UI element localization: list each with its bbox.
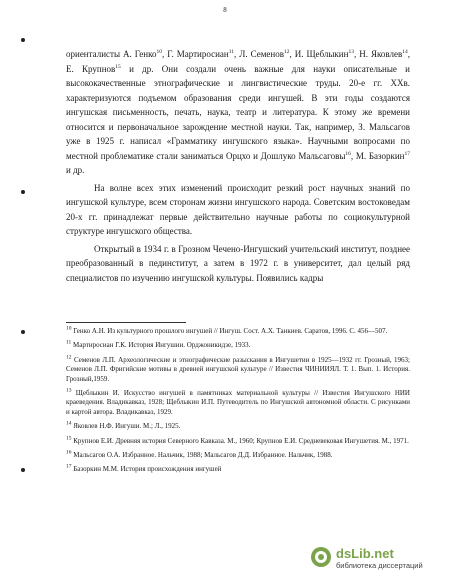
footnote-number: 11 bbox=[66, 340, 72, 347]
footnote-number: 12 bbox=[66, 354, 72, 361]
footnote-item bbox=[66, 341, 410, 350]
footnote-text: Щеблыкин И. Искусство ингушей в памятниках материальной культуры // Известия Ингушского НИИ краеведения. Владикавказ, 1928; Щеблыкин И.П. Путеводитель по Ингушской автономной области. С рисунками и картой автора. Владикавказ, 1929. bbox=[66, 389, 410, 416]
footnote-text: Генко А.Н. Из культурного прошлого ингушей // Ингуш. Сост. А.Х. Танкиев. Саратов, 1996. С. 456—507. bbox=[71, 327, 388, 335]
watermark-site-name: dsLib.net bbox=[336, 546, 394, 561]
footnote-item bbox=[66, 389, 410, 417]
paragraph-1 bbox=[66, 47, 410, 178]
footnote-item bbox=[66, 451, 410, 460]
text-run: , Н. Яковлев bbox=[353, 49, 403, 59]
page-number: 8 bbox=[223, 6, 227, 14]
text-run: , Л. Семенов bbox=[234, 49, 284, 59]
footnote-number: 17 bbox=[66, 464, 72, 471]
footnote-ref-10[interactable]: 10 bbox=[156, 49, 163, 55]
footnote-text: Базоркин М.М. История происхождения ингушей bbox=[71, 465, 222, 474]
footnote-ref-15[interactable]: 15 bbox=[115, 63, 121, 70]
footnote-ref-13[interactable]: 13 bbox=[348, 49, 354, 55]
dslib-logo-icon bbox=[310, 546, 332, 568]
footnote-text: Мальсагов О.А. Избранное. Нальчик, 1988; Мальсагов Д.Д. Избранное. Нальчик, 1988. bbox=[71, 451, 333, 460]
footnote-number: 10 bbox=[66, 325, 72, 332]
footnote-item bbox=[66, 327, 410, 336]
text-run: , М. Базоркин bbox=[350, 150, 405, 161]
footnote-item bbox=[66, 437, 410, 446]
text-run: и др. bbox=[66, 165, 85, 175]
margin-bullet-3 bbox=[21, 330, 25, 334]
footnote-number: 14 bbox=[66, 420, 72, 427]
main-text bbox=[66, 47, 410, 285]
footnote-number: 15 bbox=[66, 435, 72, 442]
footnote-ref-16[interactable]: 16 bbox=[345, 150, 351, 157]
footnote-text: Мартиросиан Г.К. История Ингушии. Орджоникидзе, 1933. bbox=[71, 341, 251, 350]
text-run: , Е. Крупнов bbox=[66, 49, 410, 74]
footnotes bbox=[66, 327, 410, 480]
footnote-ref-12[interactable]: 12 bbox=[283, 49, 290, 55]
dslib-watermark[interactable] bbox=[310, 546, 440, 576]
text-run: ориенталисты А. Генко bbox=[66, 49, 157, 59]
footnote-text: Яковлев Н.Ф. Ингуши. М.; Л., 1925. bbox=[71, 422, 181, 431]
footnote-separator bbox=[66, 322, 186, 323]
footnote-text: Семенов Л.П. Археологические и этнографические разыскания в Ингушетии в 1925—1932 гг. Грозный, 1963; Семенов Л.П. Фригийские мотивы в древней ингушской культуре // Известия ЧИНИИЯЛ. Т. 1. Вып. 1. История. Грозный,1959. bbox=[66, 355, 410, 383]
footnote-ref-17[interactable]: 17 bbox=[404, 150, 410, 157]
text-run: и др. Они создали очень важные для науки описательные и высококачественные этнографические и лингвистические труды. 20-е гг. XXв. характеризуются подъемом образования среди ингушей. В эти годы создаются ингушская письменность, печать, наука, театр и литература. К этому же времени относится и первоначальное зарождение местной науки. Так, например, З. Мальсагов уже в 1925 г. написал «Грамматику ингушского языка». Научными вопросами по местной проблематике стали заниматься Орцхо и Дошлуко Мальсаговы bbox=[66, 63, 410, 161]
footnote-ref-14[interactable]: 14 bbox=[402, 49, 408, 55]
text-run: , Г. Мартиросиан bbox=[162, 49, 229, 59]
text-run: , И. Щеблыкин bbox=[289, 49, 349, 59]
margin-bullet-2 bbox=[21, 190, 25, 194]
footnote-text: Крупнов Е.И. Древняя история Северного Кавказа. М., 1960; Крупнов Е.И. Средневековая Ингушетия. М., 1971. bbox=[71, 436, 409, 445]
margin-bullet-1 bbox=[21, 38, 25, 42]
footnote-number: 13 bbox=[66, 387, 72, 394]
footnote-ref-11[interactable]: 11 bbox=[228, 49, 234, 55]
footnote-number: 16 bbox=[66, 449, 72, 456]
footnote-item bbox=[66, 356, 410, 384]
footnote-item bbox=[66, 422, 410, 431]
margin-bullet-4 bbox=[21, 468, 25, 472]
watermark-tagline: библиотека диссертаций bbox=[336, 561, 423, 570]
paragraph-2: На волне всех этих изменений происходит резкий рост научных знаний по ингушской культуре, всем сторонам жизни ингушского народа. Советским востоковедам 20-х гг. принадлежат первые действительно научные работы по социокультурной структуре ингушского общества. bbox=[66, 182, 410, 236]
paragraph-3: Открытый в 1934 г. в Грозном Чечено-Ингушский учительский институт, позднее преобразованный в пединститут, а затем в 1972 г. в университет, дал целый ряд специалистов по изучению ингушской культуры. Появились кадры bbox=[66, 243, 410, 283]
footnote-item bbox=[66, 465, 410, 474]
